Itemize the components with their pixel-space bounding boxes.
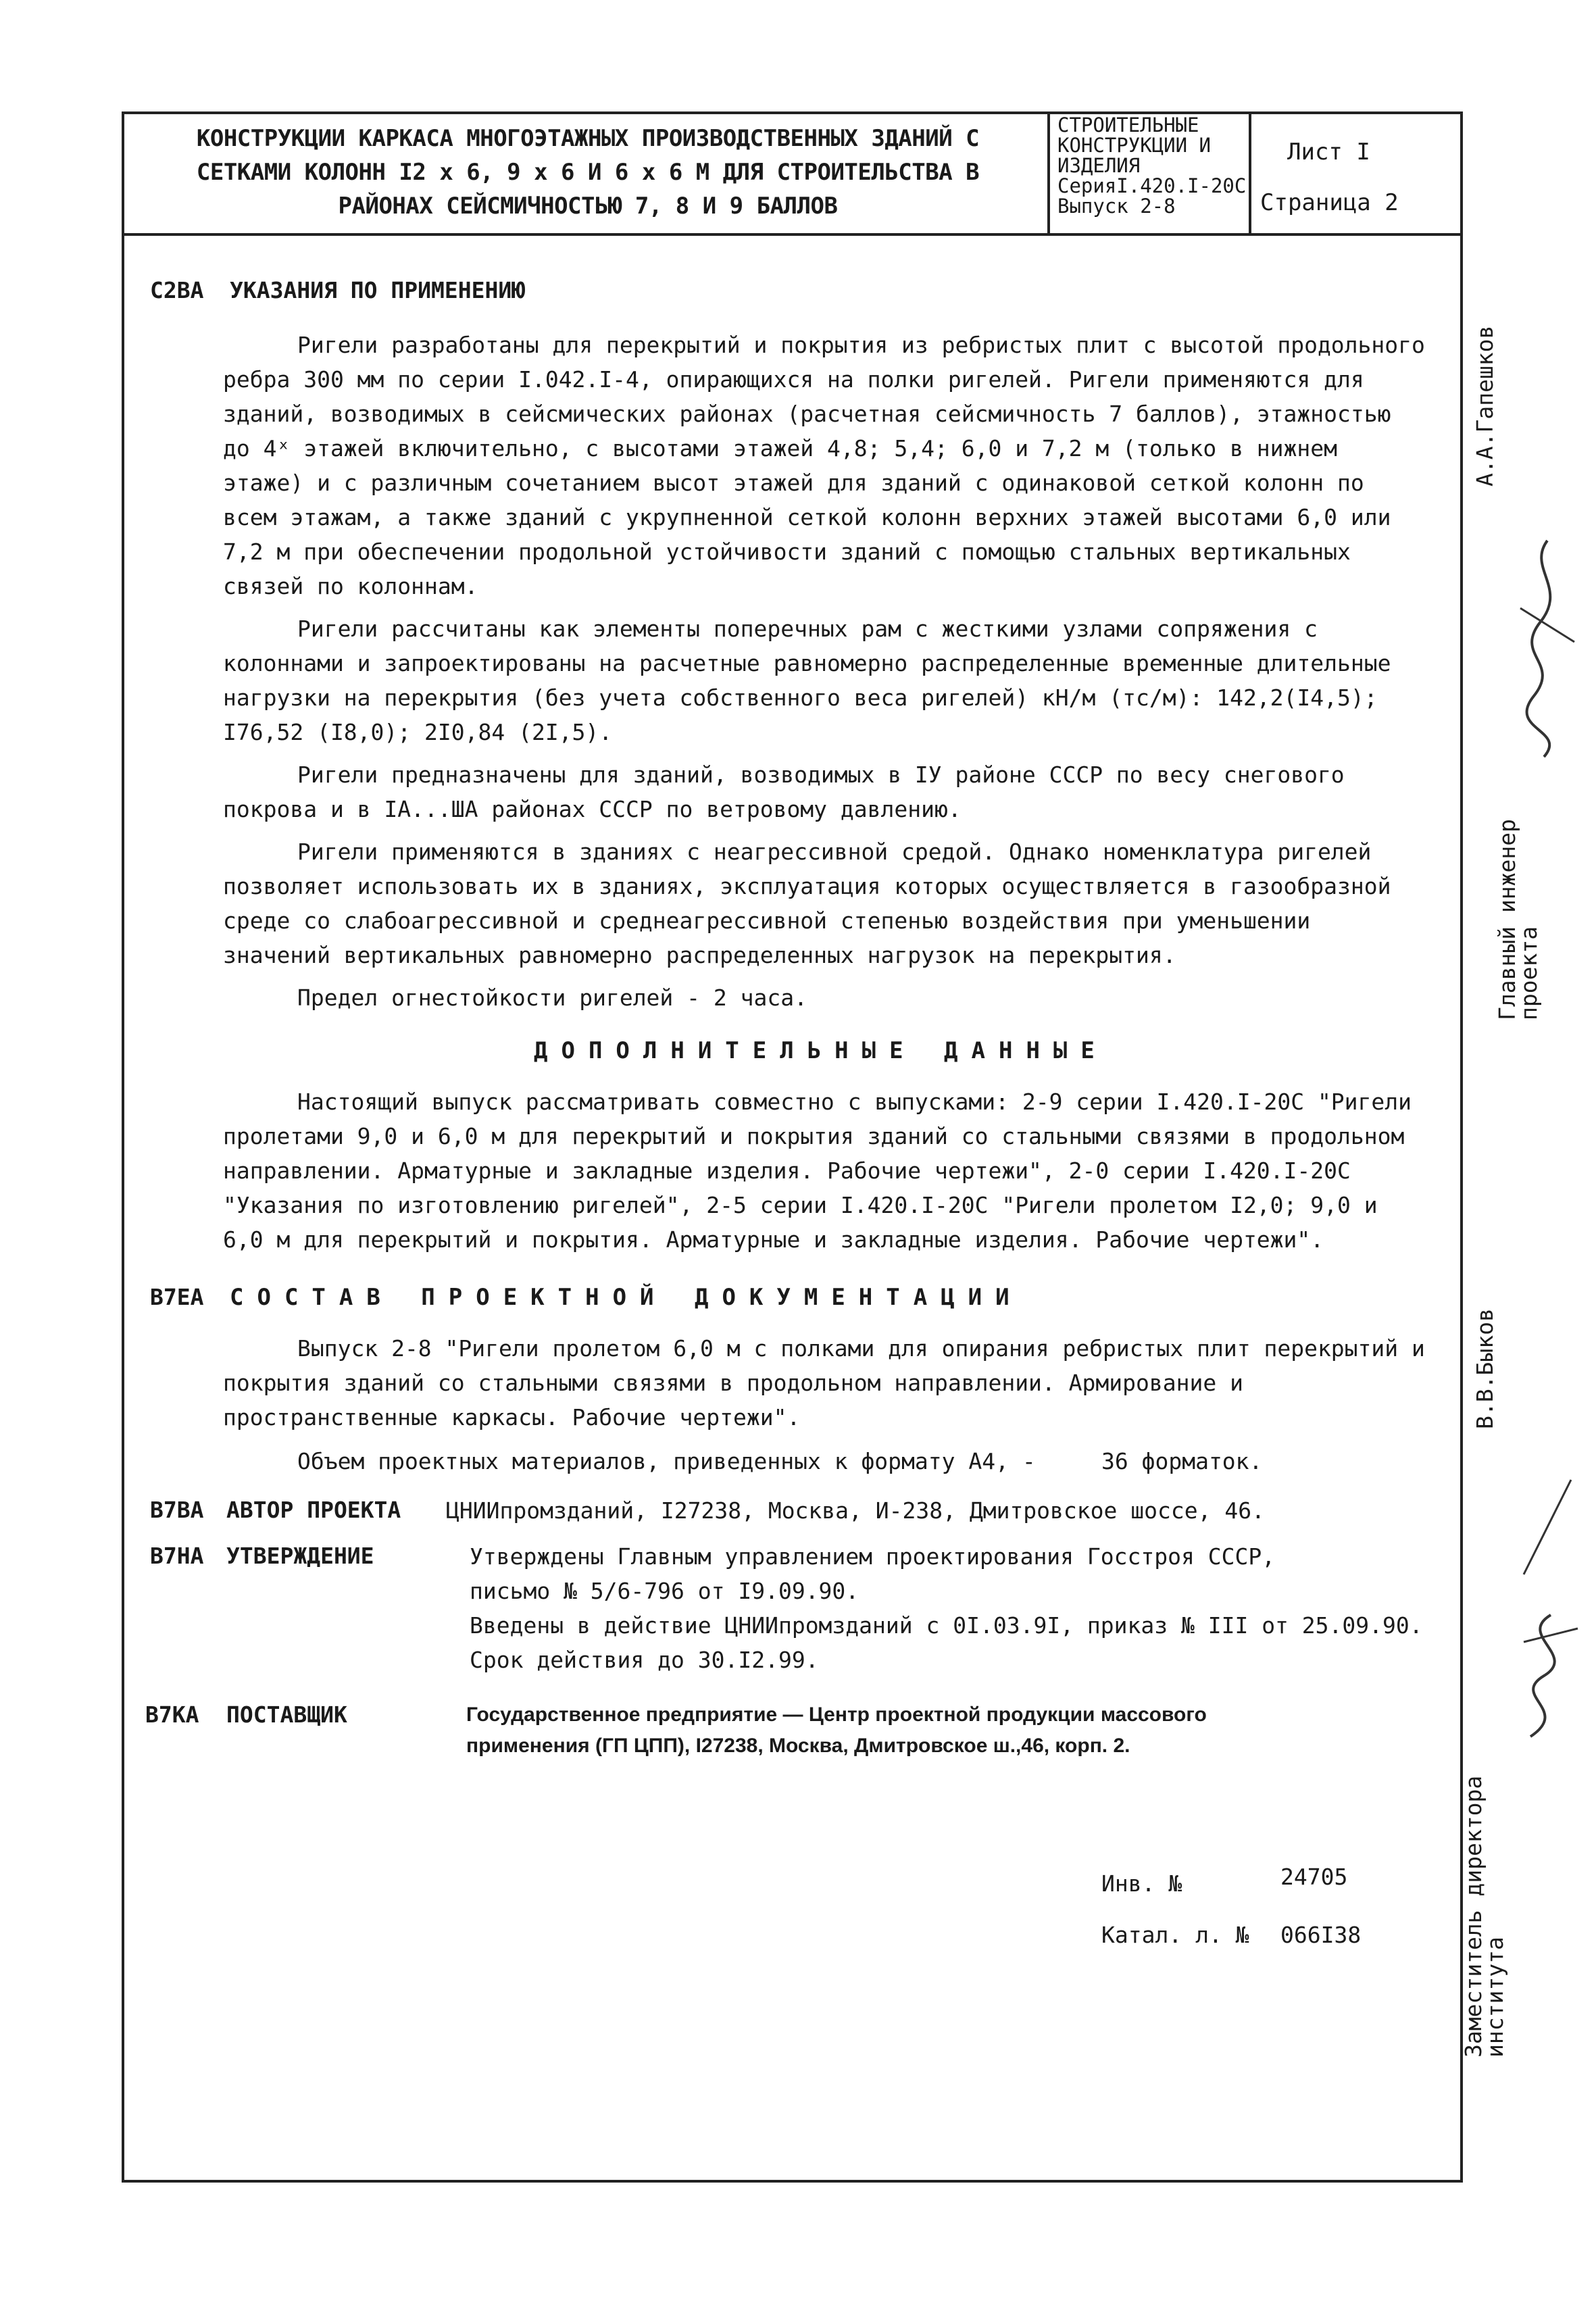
usage-paragraph-5: Предел огнестойкости ригелей - 2 часа.: [297, 985, 807, 1011]
signature-1: [1507, 527, 1588, 770]
author-label: АВТОР ПРОЕКТА: [226, 1497, 401, 1523]
author-code: В7ВА: [150, 1497, 204, 1523]
supplier-label: ПОСТАВЩИК: [226, 1701, 347, 1728]
header-col-divider-1: [1047, 111, 1050, 234]
volume-label: Объем проектных материалов, приведенных к формату А4, -: [297, 1448, 1036, 1474]
volume-value: 36 форматок.: [1101, 1448, 1263, 1474]
usage-section-title: УКАЗАНИЯ ПО ПРИМЕНЕНИЮ: [230, 277, 526, 303]
catalog-value: 066I38: [1280, 1922, 1362, 1948]
usage-paragraph-3: Ригели предназначены для зданий, возводимых в IУ районе СССР по весу снегового покрова и в IА...ШA районах СССР по ветровому давлению.: [223, 762, 1345, 822]
inventory-label: Инв. №: [1101, 1870, 1182, 1897]
usage-paragraph-2: Ригели рассчитаны как элементы поперечных рам с жесткими узлами сопряжения с колоннами и запроектированы на расчетные равномерно распределенные временные длительные нагрузки на перекрытия (без учета собственного веса ригелей) кН/м (тс/м): 142,2(I4,5); I76,52 (I8,0); 2I0,84 (2I,5).: [223, 616, 1391, 745]
additional-paragraph: Настоящий выпуск рассматривать совместно с выпусками: 2-9 серии I.420.I-20С "Ригели пролетами 9,0 и 6,0 м для перекрытий и покрытия зданий со стальными связями в продольном направлении. Арматурные и закладные изделия. Рабочие чертежи", 2-0 серии I.420.I-20С "Указания по изготовлению ригелей", 2-5 серии I.420.I-20С "Ригели пролетом I2,0; 9,0 и 6,0 м для перекрытий и покрытия. Арматурные и закладные изделия. Рабочие чертежи".: [223, 1089, 1412, 1253]
inventory-value: 24705: [1280, 1864, 1348, 1890]
approval-text: Утверждены Главным управлением проектирования Госстроя СССР, письмо № 5/6-796 от I9.09.90. Введены в действие ЦНИИпромзданий с 0I.03.9I, приказ № III от 25.09.90. Срок действия до 30.I2.99.: [470, 1543, 1423, 1673]
usage-paragraph-1: Ригели разработаны для перекрытий и покрытия из ребристых плит с высотой продольного ребра 300 мм по серии I.042.I-4, опирающихся на полки ригелей. Ригели применяются для зданий, возводимых в сейсмических районах (расчетная сейсмичность 7 баллов), этажностью до 4ˣ этажей включительно, с высотами этажей 4,8; 5,4; 6,0 и 7,2 м (только в нижнем этаже) и с различным сочетанием высот этажей для зданий с одинаковой сеткой колонн по всем этажам, а также зданий с укрупненной сеткой колонн верхних этажей высотами 6,0 или 7,2 м при обеспечении продольной устойчивости зданий с помощью стальных вертикальных связей по колоннам.: [223, 332, 1425, 599]
document-title: КОНСТРУКЦИИ КАРКАСА МНОГОЭТАЖНЫХ ПРОИЗВОДСТВЕННЫХ ЗДАНИЙ С СЕТКАМИ КОЛОНН I2 х 6, 9 х 6 И 6 х 6 М ДЛЯ СТРОИТЕЛЬСТВА В РАЙОНАХ СЕЙСМИЧНОСТЬЮ 7, 8 И 9 БАЛЛОВ: [196, 125, 980, 220]
composition-section-title: СОСТАВ ПРОЕКТНОЙ ДОКУМЕНТАЦИИ: [230, 1284, 1023, 1311]
page-number: Страница 2: [1260, 189, 1399, 216]
signature-2: [1503, 1466, 1591, 1750]
supplier-text: Государственное предприятие — Центр проектной продукции массового применения (ГП ЦПП), I27238, Москва, Дмитровское ш.,46, корп. 2.: [466, 1703, 1207, 1757]
side-role-1: Главный инженер проекта: [1494, 818, 1542, 1020]
supplier-code: В7КА: [145, 1701, 199, 1728]
usage-text: [223, 328, 1426, 1015]
composition-paragraph: Выпуск 2-8 "Ригели пролетом 6,0 м с полками для опирания ребристых плит перекрытий и покрытия зданий со стальными связями в продольном направлении. Армирование и пространственные каркасы. Рабочие чертежи".: [223, 1335, 1425, 1430]
catalog-label: Катал. л. №: [1101, 1922, 1249, 1948]
series-block: СТРОИТЕЛЬНЫЕ КОНСТРУКЦИИ И ИЗДЕЛИЯ СерияI.420.I-20С Выпуск 2-8: [1057, 114, 1247, 218]
usage-paragraph-4: Ригели применяются в зданиях с неагрессивной средой. Однако номенклатура ригелей позволяет использовать их в зданиях, эксплуатация которых осуществляется в газообразной среде со слабоагрессивной и среднеагрессивной степенью воздействия при уменьшении значений вертикальных равномерно распределенных нагрузок на перекрытия.: [223, 839, 1391, 968]
side-name-2: В.В.Быков: [1472, 1308, 1498, 1429]
side-role-2: Заместитель директора института: [1460, 1775, 1508, 2058]
approval-label: УТВЕРЖДЕНИЕ: [226, 1543, 374, 1569]
usage-section-code: С2ВА: [150, 277, 204, 303]
additional-section-title: ДОПОЛНИТЕЛЬНЫЕ ДАННЫЕ: [534, 1037, 1108, 1064]
header-divider: [122, 233, 1463, 236]
sheet-number: Лист I: [1287, 139, 1370, 166]
author-value: ЦНИИпромзданий, I27238, Москва, И-238, Дмитровское шоссе, 46.: [446, 1497, 1265, 1524]
side-name-1: А.А.Гапешков: [1472, 325, 1498, 487]
composition-section-code: В7ЕА: [150, 1284, 204, 1310]
approval-code: В7НА: [150, 1543, 204, 1569]
